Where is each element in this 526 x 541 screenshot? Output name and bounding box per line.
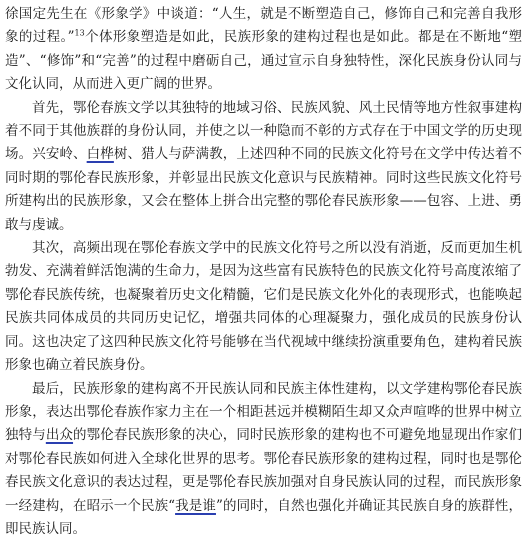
- body-paragraph: [5, 378, 522, 541]
- hyperlinked-term[interactable]: 出众: [46, 427, 73, 443]
- paragraph-text: 其次，高频出现在鄂伦春族文学中的民族文化符号之所以没有消逝，反而更加生机勃发、充满着鲜活饱满的生命力，是因为这些富有民族特色的民族文化符号高度浓缩了鄂伦春民族传统，也凝聚着历史文化精髓，它们是民族文化外化的表现形式，也能唤起民族共同体成员的共同历史记忆，增强共同体的心理凝聚力，强化成员的民族身份认同。这也决定了这四种民族文化符号能够在当代视域中继续扮演重要角色，建构着民族形象也确立着民族身份。: [5, 240, 522, 373]
- body-paragraph: [5, 97, 522, 237]
- paragraph-text: 的鄂伦春民族形象的决心，同时民族形象的建构也不可避免地显现出作家们对鄂伦春民族如何进入全球化世界的思考。鄂伦春民族形象的建构过程，同时也是鄂伦春民族文化意识的表达过程，更是鄂伦春民族加强对自身民族认同的过程，而民族形象一经建构，在昭示一个民族“: [5, 427, 522, 513]
- hyperlinked-term[interactable]: 我是谁: [175, 498, 216, 514]
- paragraph-text: 树、猎人与萨满教，上述四种不同的民族文化符号在文学中传达着不同时期的鄂伦春民族形象，并彰显出民族文化意识与民族精神。同时这些民族文化符号所建构出的民族形象，又会在整体上拼合出完整的鄂伦春民族形象——包容、上进、勇敢与虔诚。: [5, 146, 522, 232]
- paragraph-text: 个体形象塑造是如此，民族形象的建构过程也是如此。都是在不断地“塑造”、“修饰”和“完善”的过程中磨砺自己，通过宣示自身独特性，深化民族身份认同与文化认同，从而进入更广阔的世界。: [5, 29, 522, 92]
- body-paragraph: [5, 237, 522, 377]
- paragraph-text: 首先，鄂伦春族文学以其独特的地域习俗、民族风貌、风土民情等地方性叙事建构着不同于其他族群的身份认同，并使之以一种隐而不彰的方式存在于中国文学的历史现场。兴安岭、: [5, 100, 522, 163]
- paragraph-text: ”的同时，自然也强化并确证其民族自身的族群性，即民族认同。: [5, 498, 522, 537]
- body-paragraph: [5, 3, 522, 97]
- footnote-reference[interactable]: 13: [75, 29, 85, 38]
- paragraph-text: 徐国定先生在《形象学》中谈道：“人生，就是不断塑造自己，修饰自己和完善自我形象的过程。”: [5, 6, 522, 45]
- paragraph-text: 最后，民族形象的建构离不开民族认同和民族主体性建构，以文学建构鄂伦春民族形象，表达出鄂伦春族作家力主在一个相距甚远并模糊陌生却又众声喧哗的世界中树立独特与: [5, 381, 522, 444]
- hyperlinked-term[interactable]: 白桦: [87, 146, 114, 162]
